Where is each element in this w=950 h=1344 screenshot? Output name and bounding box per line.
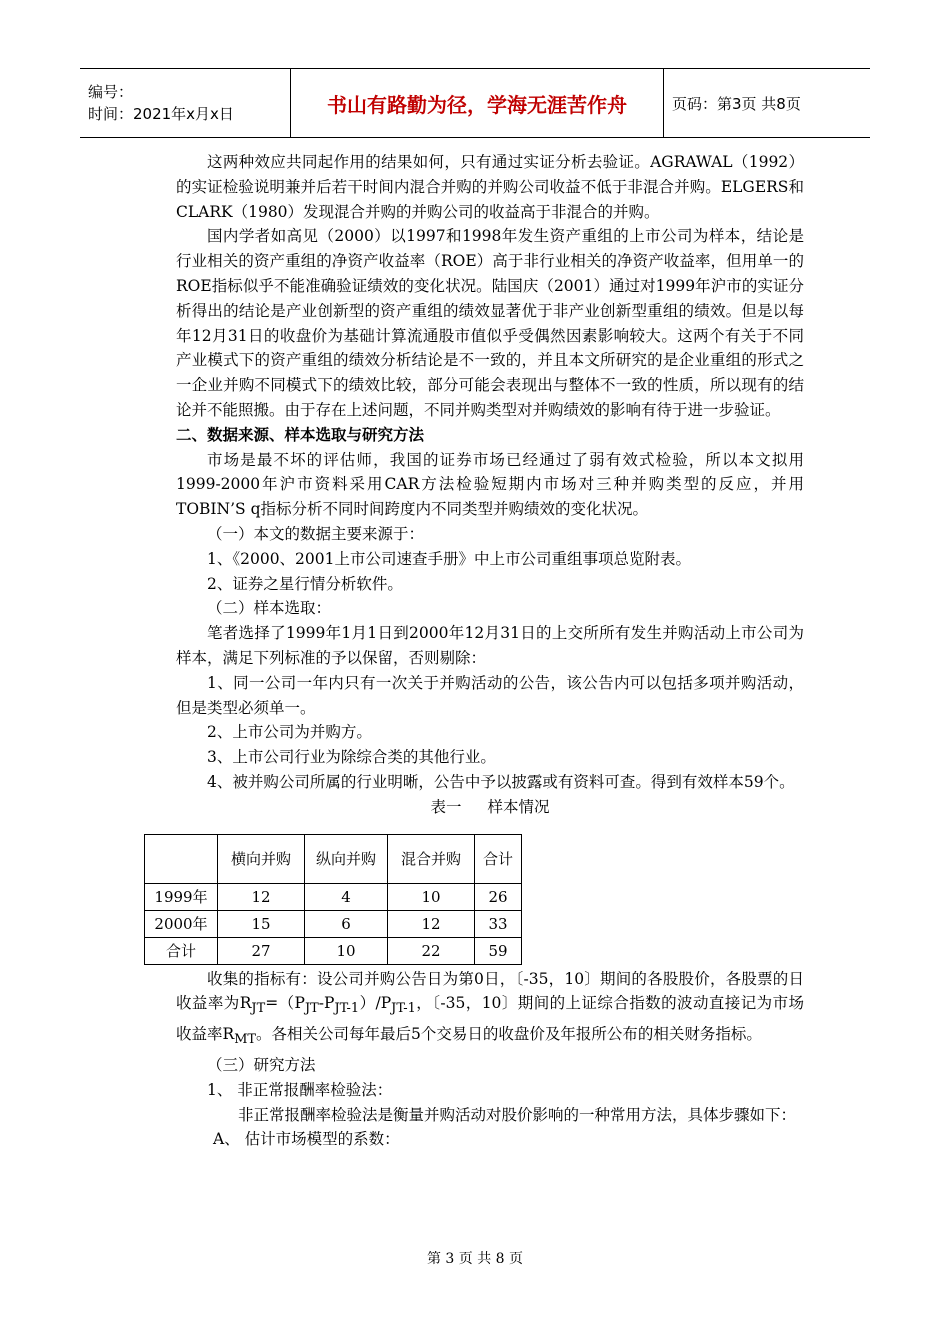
source-item-1: 1、《2000、2001上市公司速查手册》中上市公司重组事项总览附表。 (207, 549, 692, 568)
table-cell: 15 (218, 910, 305, 937)
formula-subscript: JT-1 (334, 1001, 360, 1017)
table-row (145, 937, 522, 964)
document-number-label: 编号： (88, 83, 134, 101)
formula-subscript: JT (251, 1001, 266, 1017)
page-header (80, 68, 870, 138)
sample-table (144, 834, 522, 965)
table-cell: 22 (388, 937, 475, 964)
criterion-2: 2、上市公司为并购方。 (207, 723, 372, 742)
paragraph-4: 笔者选择了1999年1月1日到2000年12月31日的上交所所有发生并购活动上市公司为样本，满足下列标准的予以保留，否则剔除： (176, 624, 804, 667)
section-2-title: 二、数据来源、样本选取与研究方法 (176, 425, 425, 444)
table-cell: 12 (388, 910, 475, 937)
paragraph-5-text: -P (318, 994, 335, 1013)
table-cell: 1999年 (145, 883, 218, 910)
paragraph-5-text: 收集的指标有：设公司并购公告日为第0日，〔-35，10〕期间的各股股价，各股票的日收益率为 (176, 969, 804, 1013)
table-row (145, 883, 522, 910)
header-motto: 书山有路勤为径，学海无涯苦作舟 (291, 69, 664, 137)
paragraph-3: 市场是最不坏的评估师，我国的证券市场已经通过了弱有效式检验，所以本文拟用1999-2000年沪市资料采用CAR方法检验短期内市场对三种并购类型的反应，并用TOBIN’S q指标分析不同时间跨度内不同类型并购绩效的变化状况。 (176, 450, 804, 519)
header-meta (80, 69, 291, 137)
table-caption-number: 表一 (430, 797, 462, 816)
table-header-cell (145, 834, 218, 883)
formula-symbol: R (239, 994, 252, 1013)
table-cell: 6 (305, 910, 388, 937)
table-header-cell: 合计 (475, 834, 522, 883)
document-time-label: 时间：2021年x月x日 (88, 105, 234, 123)
table-cell: 合计 (145, 937, 218, 964)
subsection-2-title: （二）样本选取： (207, 599, 332, 618)
paragraph-2: 国内学者如高见（2000）以1997和1998年发生资产重组的上市公司为样本，结论是行业相关的资产重组的净资产收益率（ROE）高于非行业相关的净资产收益率，但用单一的ROE指标似乎不能准确验证绩效的变化状况。陆国庆（2001）通过对1999年沪市的实证分析得出的结论是产业创新型的资产重组的绩效显著优于非产业创新型重组的绩效。但是以每年12月31日的收盘价为基础计算流通股市值似乎受偶然因素影响较大。这两个有关于不同产业模式下的资产重组的绩效分析结论是不一致的，并且本文所研究的是企业重组的形式之一企业并购不同模式下的绩效比较，部分可能会表现出与整体不一致的性质，所以现有的结论并不能照搬。由于存在上述问题，不同并购类型对并购绩效的影响有待于进一步验证。 (176, 227, 804, 419)
table-cell: 26 (475, 883, 522, 910)
table-cell: 4 (305, 883, 388, 910)
paragraph-5-text: ）/P (359, 994, 392, 1013)
table-cell: 33 (475, 910, 522, 937)
paragraph-5 (176, 967, 804, 1054)
source-item-2: 2、证券之星行情分析软件。 (207, 574, 403, 593)
table-caption (176, 795, 804, 820)
paragraph-5-text: ，〔-35，10〕期间的上证综合指数的波动直接记为市场收益率 (176, 994, 805, 1044)
method-1-description-text: 非正常报酬率检验法是衡量并购活动对股价影响的一种常用方法，具体步骤如下： (238, 1105, 797, 1124)
header-page-label: 页码：第3页 共8页 (672, 94, 801, 113)
table-cell: 12 (218, 883, 305, 910)
paragraph-5-text: 。各相关公司每年最后5个交易日的收盘价及年报所公布的相关财务指标。 (256, 1025, 762, 1044)
criterion-4: 4、被并购公司所属的行业明晰，公告中予以披露或有资料可查。得到有效样本59个。 (207, 772, 795, 791)
paragraph-1: 这两种效应共同起作用的结果如何，只有通过实证分析去验证。AGRAWAL（1992）的实证检验说明兼并后若干时间内混合并购的并购公司收益不低于非混合并购。ELGERS和CLARK（1980）发现混合并购的并购公司的收益高于非混合的并购。 (176, 153, 804, 221)
table-cell: 2000年 (145, 910, 218, 937)
formula-subscript: MT (234, 1032, 257, 1048)
table-header-row (145, 834, 522, 883)
formula-subscript: JT (304, 1001, 319, 1017)
table-cell: 10 (305, 937, 388, 964)
table-cell: 27 (218, 937, 305, 964)
criterion-3: 3、上市公司行业为除综合类的其他行业。 (207, 748, 496, 767)
formula-subscript: JT-1 (391, 1001, 416, 1017)
formula-symbol: R (222, 1025, 235, 1044)
criterion-1: 1、同一公司一年内只有一次关于并购活动的公告，该公告内可以包括多项并购活动，但是类型必须单一。 (176, 673, 804, 717)
table-cell: 59 (475, 937, 522, 964)
method-1-description (176, 1103, 804, 1128)
method-1-title: 1、 非正常报酬率检验法： (207, 1080, 393, 1099)
table-caption-title: 样本情况 (487, 797, 550, 816)
page-footer: 第 3 页 共 8 页 (426, 1251, 524, 1267)
document-body (154, 150, 805, 1152)
table-header-cell: 混合并购 (388, 834, 475, 883)
subsection-3-title: （三）研究方法 (207, 1056, 316, 1075)
table-header-cell: 纵向并购 (305, 834, 388, 883)
table-cell: 10 (388, 883, 475, 910)
paragraph-5-text: =（P (265, 994, 305, 1013)
table-header-cell: 横向并购 (218, 834, 305, 883)
step-a: A、 估计市场模型的系数： (213, 1130, 400, 1149)
table-row (145, 910, 522, 937)
subsection-1-title: （一）本文的数据主要来源于： (207, 524, 425, 543)
